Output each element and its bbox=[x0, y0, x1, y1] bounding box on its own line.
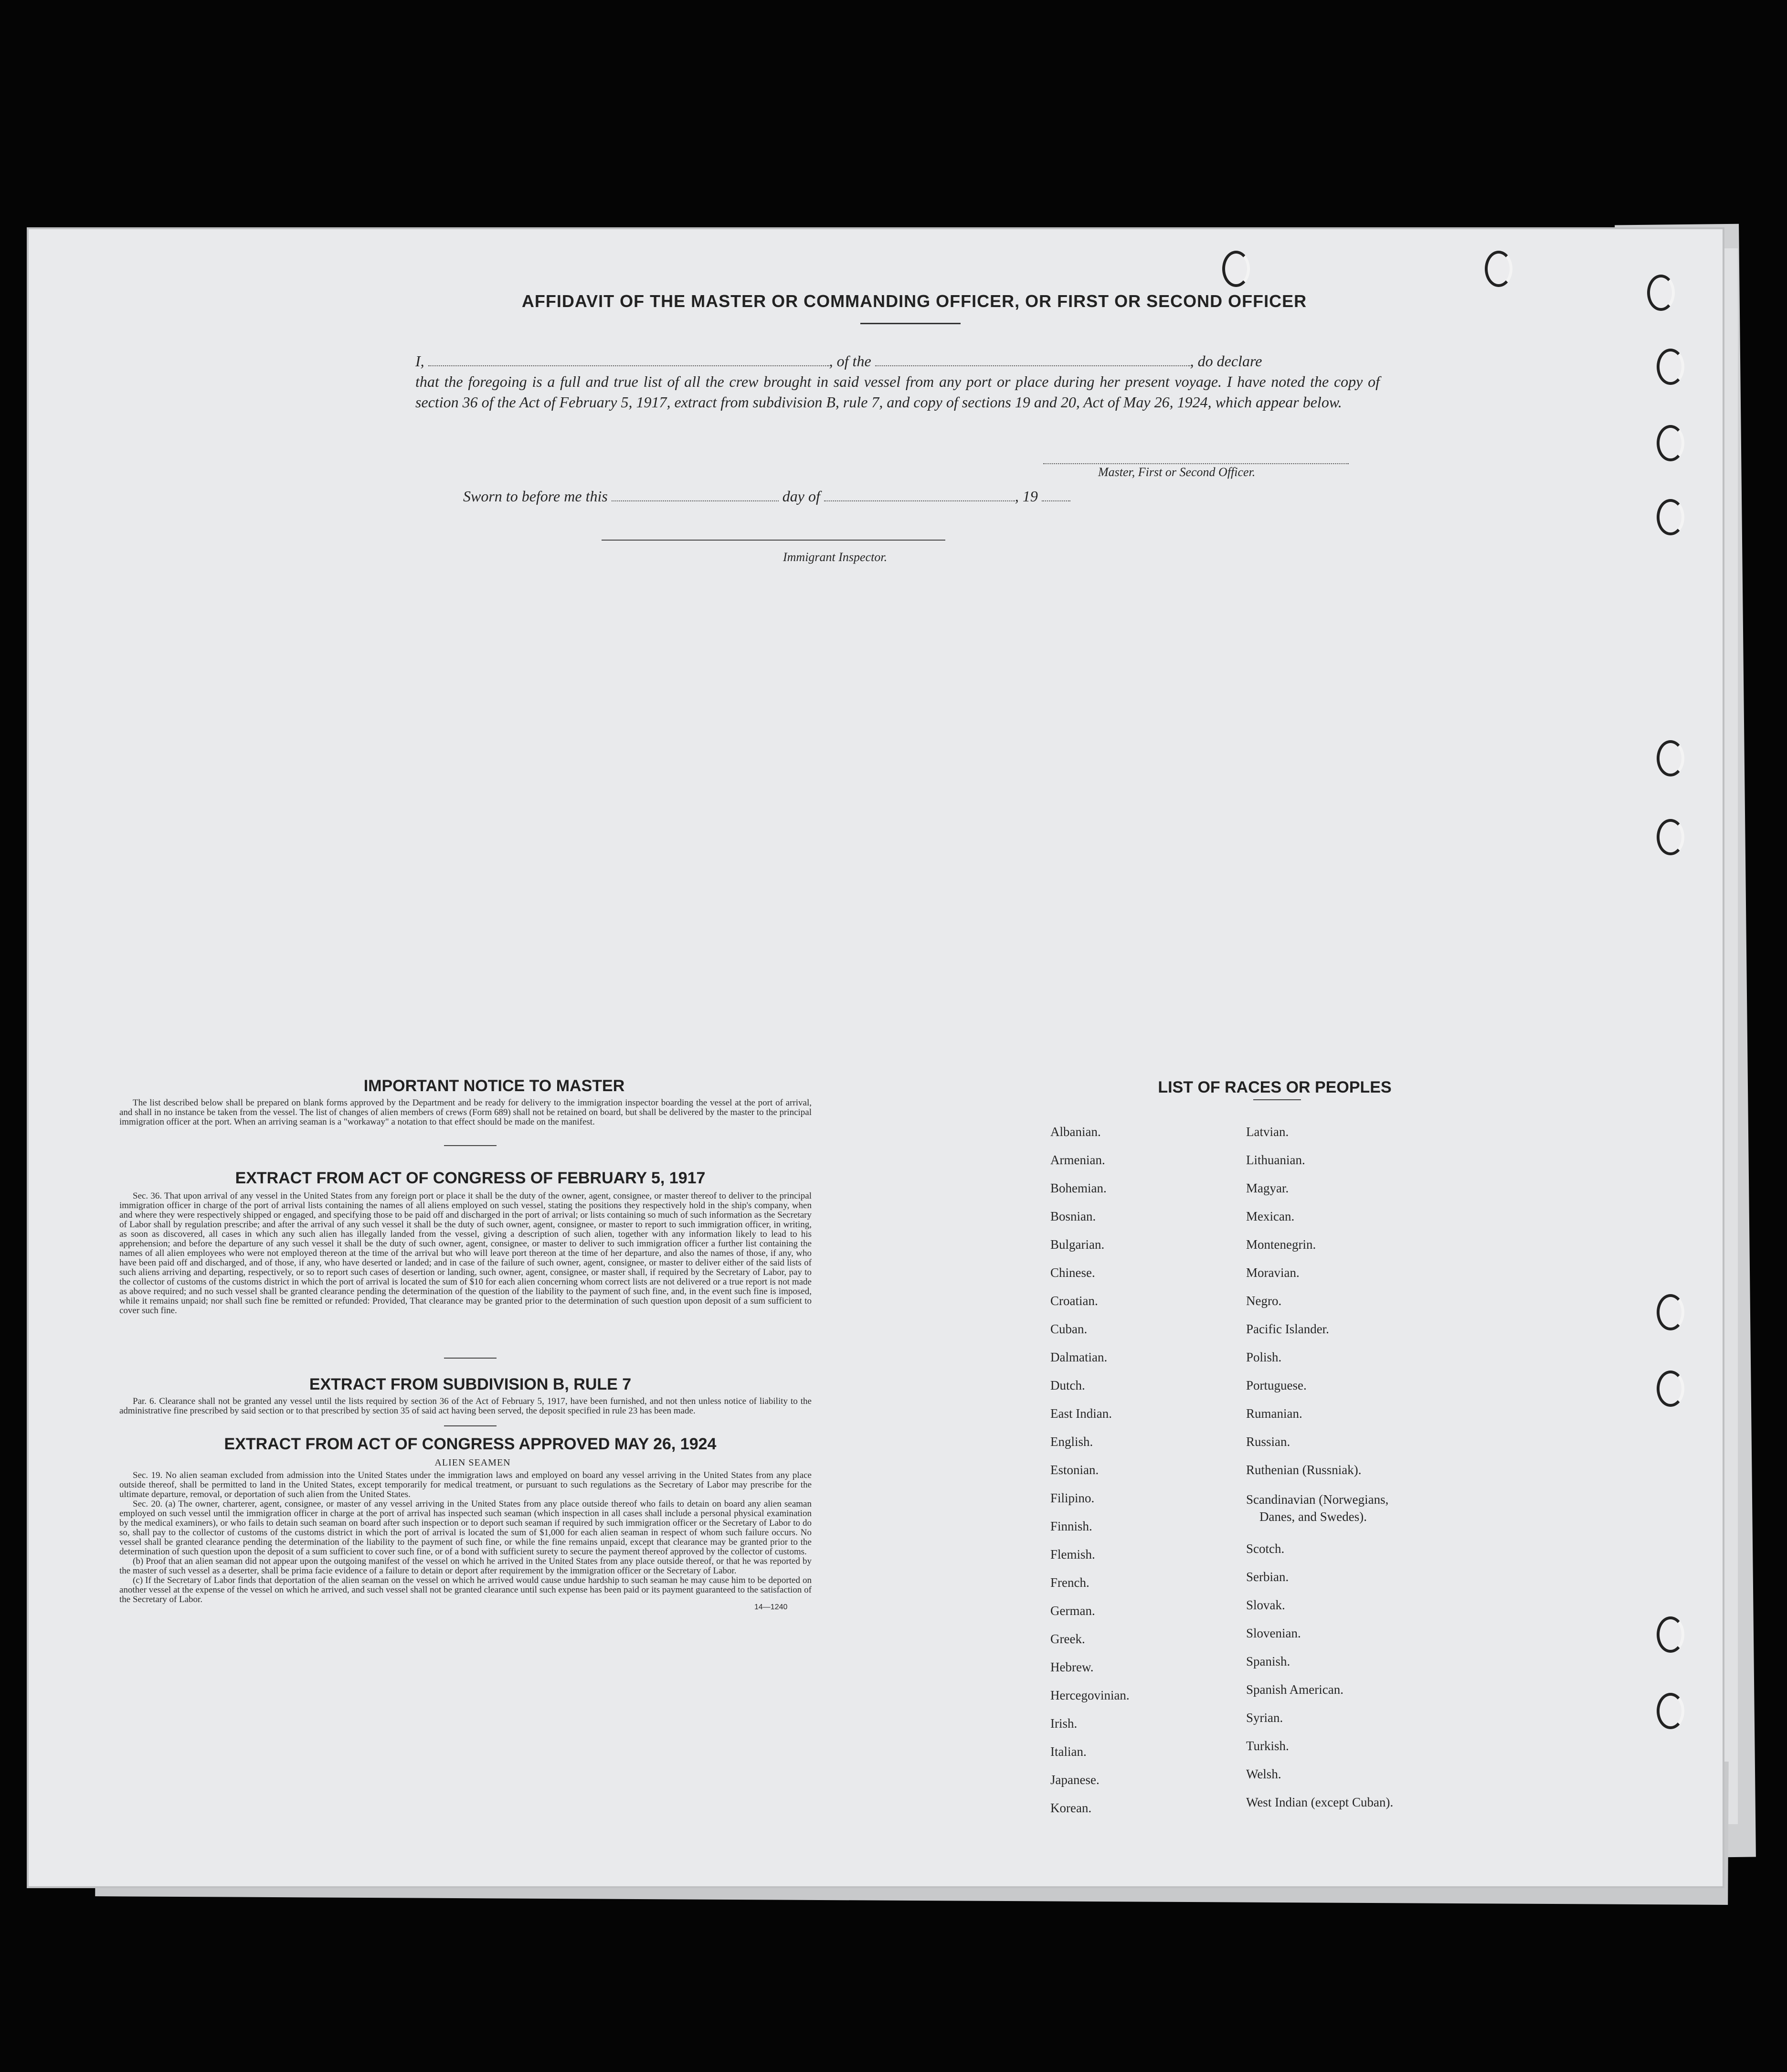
divider bbox=[1253, 1099, 1301, 1100]
sworn-year-prefix: , 19 bbox=[1015, 488, 1038, 505]
race-item: Lithuanian. bbox=[1246, 1153, 1305, 1167]
inspector-signature-line[interactable] bbox=[602, 540, 945, 541]
race-item: Polish. bbox=[1246, 1350, 1282, 1364]
race-item: East Indian. bbox=[1050, 1406, 1112, 1421]
document-page bbox=[29, 229, 1723, 1886]
race-item: Turkish. bbox=[1246, 1739, 1289, 1753]
name-blank[interactable] bbox=[428, 352, 829, 366]
race-item: Bulgarian. bbox=[1050, 1237, 1105, 1252]
divider bbox=[444, 1425, 497, 1426]
race-item: Dutch. bbox=[1050, 1378, 1085, 1392]
race-item: Welsh. bbox=[1246, 1767, 1281, 1781]
section-20c: (c) If the Secretary of Labor finds that deportation of the alien seaman on the vessel on which he arrived would cause undue hardship to such seaman he may cause him to be deported on another vessel at the expense of the vessel on which he arrived, and such vessel shall not be granted clearance until such expense has been paid or its payment guaranteed to the satisfaction of the Secretary of Labor. bbox=[119, 1575, 812, 1604]
section-19: Sec. 19. No alien seaman excluded from admission into the United States under the immigration laws and employed on board any vessel arriving in the United States from any place outside thereof, shall be permitted to land in the United States, except temporarily for medical treatment, or pursuant to such regulations as the Secretary of Labor may prescribe for the ultimate departure, removal, or deportation of such alien from the United States. bbox=[119, 1470, 812, 1499]
race-item: Hercegovinian. bbox=[1050, 1688, 1130, 1702]
affidavit-i: I, bbox=[415, 352, 424, 370]
affidavit-do-declare: , do declare bbox=[1190, 352, 1262, 370]
extract-rule7-title: EXTRACT FROM SUBDIVISION B, RULE 7 bbox=[309, 1375, 632, 1393]
punch-hole bbox=[1657, 819, 1684, 855]
race-item: Serbian. bbox=[1246, 1570, 1289, 1584]
punch-hole bbox=[1657, 1294, 1684, 1330]
race-item-scandinavian bbox=[1246, 1491, 1393, 1541]
punch-hole bbox=[1657, 1616, 1684, 1653]
race-item: Cuban. bbox=[1050, 1322, 1088, 1336]
punch-hole bbox=[1485, 251, 1512, 287]
race-item: Bosnian. bbox=[1050, 1209, 1096, 1223]
race-item: Slovenian. bbox=[1246, 1626, 1301, 1640]
extract-1924-title: EXTRACT FROM ACT OF CONGRESS APPROVED MAY 26, 1924 bbox=[224, 1435, 717, 1453]
section-20b: (b) Proof that an alien seaman did not appear upon the outgoing manifest of the vessel on which he arrived in the United States from any place outside thereof, or that he was reported by the master of such vessel as a deserter, shall be prima facie evidence of a failure to detain or deport after requirement by the immigration officer or the Secretary of Labor. bbox=[119, 1556, 812, 1576]
punch-hole bbox=[1657, 425, 1684, 461]
race-item: Irish. bbox=[1050, 1716, 1078, 1731]
race-item: Russian. bbox=[1246, 1434, 1290, 1449]
sworn-line bbox=[463, 487, 1070, 505]
race-item: Syrian. bbox=[1246, 1711, 1283, 1725]
form-number: 14—1240 bbox=[754, 1603, 788, 1611]
race-item: Hebrew. bbox=[1050, 1660, 1094, 1674]
punch-hole bbox=[1222, 251, 1250, 287]
race-item: Magyar. bbox=[1246, 1181, 1289, 1195]
affidavit-text bbox=[415, 351, 1380, 413]
race-item: Spanish American. bbox=[1246, 1682, 1343, 1697]
divider bbox=[444, 1358, 497, 1359]
race-item: Albanian. bbox=[1050, 1125, 1101, 1139]
affidavit-title: AFFIDAVIT OF THE MASTER OR COMMANDING OFFICER, OR FIRST OR SECOND OFFICER bbox=[521, 291, 1307, 311]
alien-seamen-subtitle: ALIEN SEAMEN bbox=[434, 1457, 511, 1468]
race-item: Scotch. bbox=[1246, 1541, 1285, 1556]
punch-hole bbox=[1657, 1693, 1684, 1729]
race-item: Latvian. bbox=[1246, 1125, 1289, 1139]
race-item: Greek. bbox=[1050, 1632, 1085, 1646]
race-item: Slovak. bbox=[1246, 1598, 1285, 1612]
race-item: Flemish. bbox=[1050, 1547, 1095, 1562]
section-20a: Sec. 20. (a) The owner, charterer, agent, consignee, or master of any vessel arriving in the United States from any place outside thereof who fails to detain on board any alien seaman employed on such vessel until the immigration officer in charge at the port of arrival has inspected such seaman (which inspection in all cases shall include a personal physical examination by the medical examiners), or who fails to detain such seaman on board after such inspection or to deport such seaman if required by such immigration officer or the Secretary of Labor to do so, shall pay to the collector of customs of the customs district in which the port of arrival is located the sum of $1,000 for each alien seaman in respect of whom such failure occurs. No vessel shall be granted clearance pending the determination of the liability to the payment of such fine, or while the fine remains unpaid, except that clearance may be granted prior to the determination of such question upon the deposit of a sum sufficient to cover such fine, or of a bond with sufficient surety to secure the payment thereof approved by the collector of customs. bbox=[119, 1499, 812, 1557]
title-rule bbox=[860, 323, 961, 324]
race-item: Bohemian. bbox=[1050, 1181, 1107, 1195]
sworn-day-of: day of bbox=[782, 488, 820, 505]
race-item: West Indian (except Cuban). bbox=[1246, 1795, 1394, 1809]
race-item: Japanese. bbox=[1050, 1773, 1100, 1787]
notice-text: The list described below shall be prepared on blank forms approved by the Department and be ready for delivery to the immigration inspector boarding the vessel at the port of arrival, and shall in no instance be taken from the vessel. The list of changes of alien members of crews (Form 689) shall not be retained on board, but shall be delivered by the master to the principal immigration officer at the port. When an arriving seaman is a "workaway" a notation to that effect should be made on the manifest. bbox=[119, 1098, 812, 1127]
divider bbox=[444, 1145, 497, 1146]
inspector-label: Immigrant Inspector. bbox=[783, 550, 888, 564]
sworn-day-blank[interactable] bbox=[612, 487, 779, 501]
punch-hole bbox=[1657, 740, 1684, 776]
master-signature-line[interactable] bbox=[1043, 463, 1349, 464]
race-item: English. bbox=[1050, 1434, 1093, 1449]
race-item: Moravian. bbox=[1246, 1265, 1300, 1280]
race-item: French. bbox=[1050, 1575, 1089, 1590]
vessel-blank[interactable] bbox=[875, 352, 1190, 366]
notice-title: IMPORTANT NOTICE TO MASTER bbox=[363, 1077, 625, 1095]
race-item: Italian. bbox=[1050, 1744, 1087, 1759]
punch-hole bbox=[1657, 499, 1684, 535]
race-item: Ruthenian (Russniak). bbox=[1246, 1463, 1362, 1477]
races-title: LIST OF RACES OR PEOPLES bbox=[1158, 1078, 1392, 1096]
race-item-line: Danes, and Swedes). bbox=[1259, 1509, 1367, 1524]
race-item: Croatian. bbox=[1050, 1294, 1098, 1308]
extract-1917-text: Sec. 36. That upon arrival of any vessel in the United States from any foreign port or place it shall be the duty of the owner, agent, consignee, or master thereof to deliver to the principal immigration officer in charge of the port of arrival lists containing the names of all aliens employed on such vessel, stating the positions they respectively hold in the ship's company, when and where they were respectively shipped or engaged, and specifying those to be paid off and discharged in the port of arrival; or lists containing so much of such information as the Secretary of Labor shall by regulation prescribe; and after the arrival of any such vessel it shall be the duty of such owner, agent, consignee, or master to report to such immigration officer, in writing, as soon as discovered, all cases in which any such alien has illegally landed from the vessel, giving a description of such alien, together with any information likely to lead to his apprehension; and before the departure of any such vessel it shall be the duty of such owner, agent, consignee, or master to deliver to such immigration officer a further list containing the names of all alien employees who were not employed thereon at the time of the arrival but who will leave port thereon at the time of her departure, and also the names of those, if any, who have been paid off and discharged, and of those, if any, who have deserted or landed; and in case of the failure of such owner, agent, consignee, or master to deliver either of the said lists of such aliens arriving and departing, respectively, or so to report such cases of desertion or landing, such owner, agent, consignee, or master shall, if required by the Secretary of Labor, pay to the collector of customs of the customs district in which the port of arrival is located the sum of $10 for each alien concerning whom correct lists are not delivered or a true report is not made as above required; and no such vessel shall be granted clearance pending the determination of the question of the liability to the payment of such fine, and, in the event such fine is imposed, while it remains unpaid; nor shall such fine be remitted or refunded: Provided, That clearance may be granted prior to the determination of such question upon deposit of a sum sufficient to cover such fine. bbox=[119, 1191, 812, 1316]
race-item: German. bbox=[1050, 1604, 1095, 1618]
race-item: Filipino. bbox=[1050, 1491, 1095, 1505]
sworn-text: Sworn to before me this bbox=[463, 488, 608, 505]
race-item: Finnish. bbox=[1050, 1519, 1092, 1533]
sworn-year-blank[interactable] bbox=[1042, 487, 1070, 501]
race-item: Korean. bbox=[1050, 1801, 1092, 1815]
affidavit-body: that the foregoing is a full and true list of all the crew brought in said vessel from any port or place during her present voyage. I have noted the copy of section 36 of the Act of February 5, 1917, extract from subdivision B, rule 7, and copy of sections 19 and 20, Act of May 26, 1924, which appear below. bbox=[415, 373, 1380, 411]
races-left-column bbox=[1050, 1125, 1130, 1829]
race-item: Mexican. bbox=[1246, 1209, 1295, 1223]
punch-hole bbox=[1657, 349, 1684, 385]
race-item: Armenian. bbox=[1050, 1153, 1105, 1167]
extract-1917-title: EXTRACT FROM ACT OF CONGRESS OF FEBRUARY 5, 1917 bbox=[235, 1169, 706, 1187]
sworn-month-blank[interactable] bbox=[824, 487, 1015, 501]
punch-hole bbox=[1647, 275, 1675, 311]
master-label: Master, First or Second Officer. bbox=[1098, 465, 1256, 479]
punch-hole bbox=[1657, 1371, 1684, 1407]
race-item: Spanish. bbox=[1246, 1654, 1290, 1668]
race-item: Negro. bbox=[1246, 1294, 1282, 1308]
race-item: Portuguese. bbox=[1246, 1378, 1307, 1392]
race-item: Estonian. bbox=[1050, 1463, 1099, 1477]
race-item-line: Scandinavian (Norwegians, bbox=[1246, 1492, 1389, 1507]
extract-1924-text bbox=[119, 1471, 812, 1604]
race-item: Pacific Islander. bbox=[1246, 1322, 1329, 1336]
race-item: Chinese. bbox=[1050, 1265, 1095, 1280]
race-item: Rumanian. bbox=[1246, 1406, 1302, 1421]
race-item: Montenegrin. bbox=[1246, 1237, 1316, 1252]
extract-rule7-text: Par. 6. Clearance shall not be granted any vessel until the lists required by section 36 of the Act of February 5, 1917, have been furnished, and not then unless notice of liability to the administrative fine prescribed by said section or to that prescribed by section 35 of said act having been served, the deposit specified in rule 23 has been made. bbox=[119, 1396, 812, 1416]
race-item: Dalmatian. bbox=[1050, 1350, 1108, 1364]
affidavit-of-the: , of the bbox=[829, 352, 871, 370]
races-right-column bbox=[1246, 1125, 1393, 1823]
